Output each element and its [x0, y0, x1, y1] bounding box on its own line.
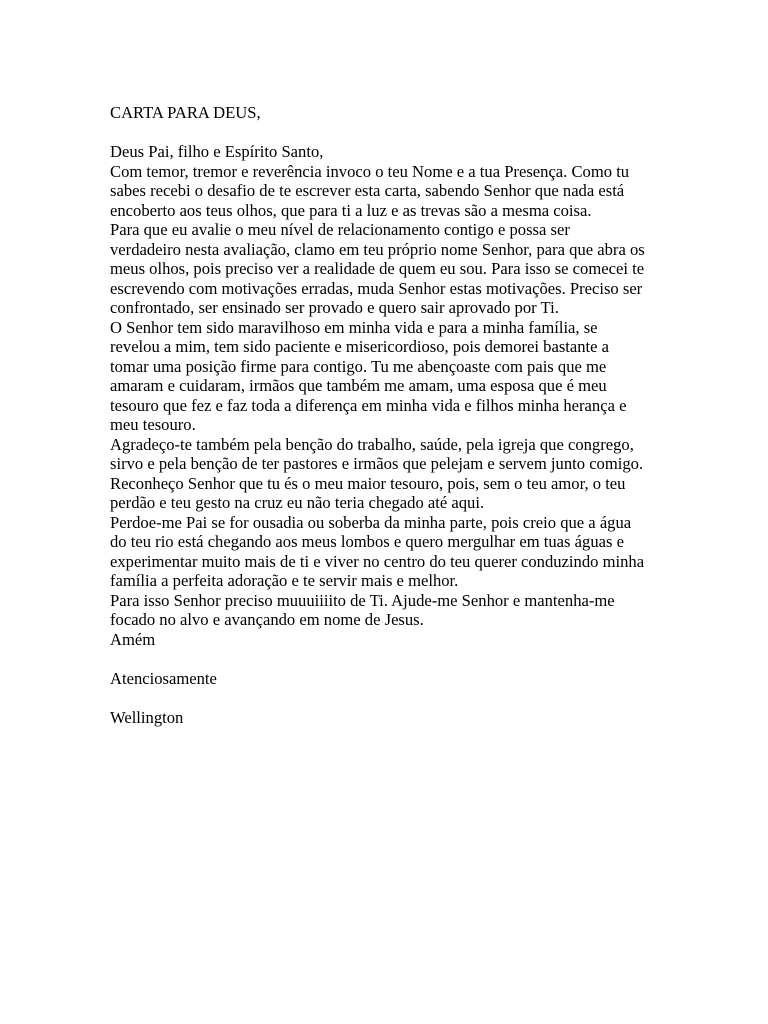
letter-line: escrevendo com motivações erradas, muda Senhor estas motivações. Preciso ser — [110, 278, 643, 298]
letter-line: sabes recebi o desafio de te escrever esta carta, sabendo Senhor que nada está — [110, 181, 625, 200]
spacer — [110, 123, 710, 143]
letter-line: do teu rio está chegando aos meus lombos e quero mergulhar em tuas águas e — [110, 532, 624, 551]
letter-line: Reconheço Senhor que tu és o meu maior tesouro, pois, sem o teu amor, o teu — [110, 473, 626, 493]
letter-salutation: Deus Pai, filho e Espírito Santo, — [110, 142, 324, 161]
letter-line: Para que eu avalie o meu nível de relacionamento contigo e possa ser — [110, 220, 570, 239]
spacer — [110, 649, 710, 669]
letter-line: revelou a mim, tem sido paciente e misericordioso, pois demorei bastante a — [110, 337, 610, 356]
letter-line: sirvo e pela benção de ter pastores e irmãos que pelejam e servem junto comigo. — [110, 454, 644, 473]
letter-body — [110, 103, 710, 727]
letter-line: Agradeço-te também pela benção do trabalho, saúde, pela igreja que congrego, — [110, 434, 634, 454]
letter-line: meu tesouro. — [110, 415, 196, 434]
letter-line: amaram e cuidaram, irmãos que também me amam, uma esposa que é meu — [110, 376, 607, 395]
letter-amen: Amém — [110, 629, 156, 649]
letter-line: confrontado, ser ensinado ser provado e quero sair aprovado por Ti. — [110, 298, 559, 317]
letter-line: Com temor, tremor e reverência invoco o teu Nome e a tua Presença. Como tu — [110, 161, 630, 181]
letter-line: tesouro que fez e faz toda a diferença em minha vida e filhos minha herança e — [110, 395, 627, 415]
letter-line: perdão e teu gesto na cruz eu não teria chegado até aqui. — [110, 493, 485, 512]
letter-line: encoberto aos teus olhos, que para ti a luz e as trevas são a mesma coisa. — [110, 200, 592, 220]
letter-line: meus olhos, pois preciso ver a realidade de quem eu sou. Para isso se comecei te — [110, 259, 645, 278]
letter-signature: Wellington — [110, 707, 184, 727]
letter-line: O Senhor tem sido maravilhoso em minha vida e para a minha família, se — [110, 317, 598, 337]
letter-line: tomar uma posição firme para contigo. Tu me abençoaste com pais que me — [110, 356, 607, 376]
spacer — [110, 688, 710, 708]
letter-line: focado no alvo e avançando em nome de Jesus. — [110, 610, 424, 629]
letter-line: verdadeiro nesta avaliação, clamo em teu próprio nome Senhor, para que abra os — [110, 239, 645, 259]
letter-title: CARTA PARA DEUS, — [110, 103, 261, 122]
letter-line: Perdoe-me Pai se for ousadia ou soberba da minha parte, pois creio que a água — [110, 512, 632, 532]
letter-line: Para isso Senhor preciso muuuiiiito de Ti. Ajude-me Senhor e mantenha-me — [110, 590, 615, 610]
letter-line: experimentar muito mais de ti e viver no centro do teu querer conduzindo minha — [110, 551, 645, 571]
letter-closing: Atenciosamente — [110, 668, 217, 688]
letter-line: família a perfeita adoração e te servir mais e melhor. — [110, 571, 459, 590]
